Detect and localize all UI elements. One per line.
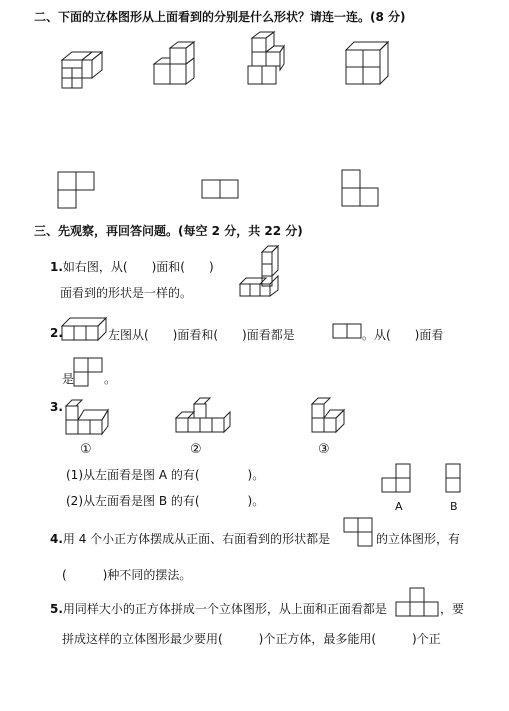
top-view-shape-3	[342, 170, 384, 212]
q3-number: 3.	[50, 400, 63, 414]
top-view-shape-1	[58, 172, 98, 212]
solid-figure-4	[342, 40, 392, 92]
q5-text-b: ，要	[440, 602, 465, 616]
q1-number: 1.	[50, 260, 63, 274]
q3-solid-figure-2	[172, 396, 232, 438]
q4-text-a: 用 4 个小正方体摆成从正面、右面看到的形状都是	[62, 532, 331, 546]
q3-solid-figure-3	[308, 396, 352, 438]
section3-title: 三、先观察，再回答问题。(每空 2 分，共 22 分)	[34, 224, 303, 238]
q3-circle-1: ①	[80, 442, 92, 457]
q3-label-b: B	[450, 500, 458, 513]
q3-view-shape-a	[382, 464, 414, 496]
q1-text-line1: 如右图，从( )面和( )	[62, 260, 214, 274]
q2-solid-figure	[60, 316, 110, 346]
q3-solid-figure-1	[62, 398, 112, 438]
q5-text-c: 拼成这样的立体图形最少要用( )个正方体，最多能用( )个正	[62, 632, 441, 646]
q2-view-shape-1x2	[333, 324, 365, 340]
q1-solid-figure	[236, 244, 284, 306]
q4-text-c: ( )种不同的摆法。	[62, 568, 192, 582]
q5-number: 5.	[50, 602, 63, 616]
solid-figure-1	[58, 48, 106, 92]
q4-text-b: 的立体图形，有	[376, 532, 461, 546]
q3-circle-3: ③	[318, 442, 330, 457]
q3-circle-2: ②	[190, 442, 202, 457]
section2-title: 二、下面的立体图形从上面看到的分别是什么形状？请连一连。(8 分)	[34, 10, 406, 24]
q2-number: 2.	[50, 326, 63, 340]
q2-view-shape-L	[74, 358, 106, 390]
q4-number: 4.	[50, 532, 63, 546]
top-view-shape-2	[202, 180, 242, 202]
q2-text-b: 。从( )面看	[362, 328, 444, 342]
q4-line1	[50, 530, 330, 547]
q2-text-a: 左图从( )面看和( )面看都是	[108, 328, 295, 342]
q4-view-shape	[344, 518, 376, 550]
q5-line1	[50, 600, 387, 617]
q3-label-a: A	[395, 500, 403, 513]
q2-text-d: 。	[104, 372, 117, 386]
q3-sub1: (1)从左面看是图 A 的有( )。	[66, 468, 265, 482]
q2-text-c: 是	[62, 372, 75, 386]
solid-figure-3	[244, 30, 290, 92]
q3-sub2: (2)从左面看是图 B 的有( )。	[66, 494, 265, 508]
q3-view-shape-b	[446, 464, 462, 496]
q1-line2: 面看到的形状是一样的。	[60, 286, 193, 300]
q5-view-shape	[396, 588, 444, 620]
q1-line1	[50, 258, 214, 275]
solid-figure-2	[150, 40, 198, 90]
q5-text-a: 用同样大小的正方体拼成一个立体图形，从上面和正面看都是	[62, 602, 387, 616]
